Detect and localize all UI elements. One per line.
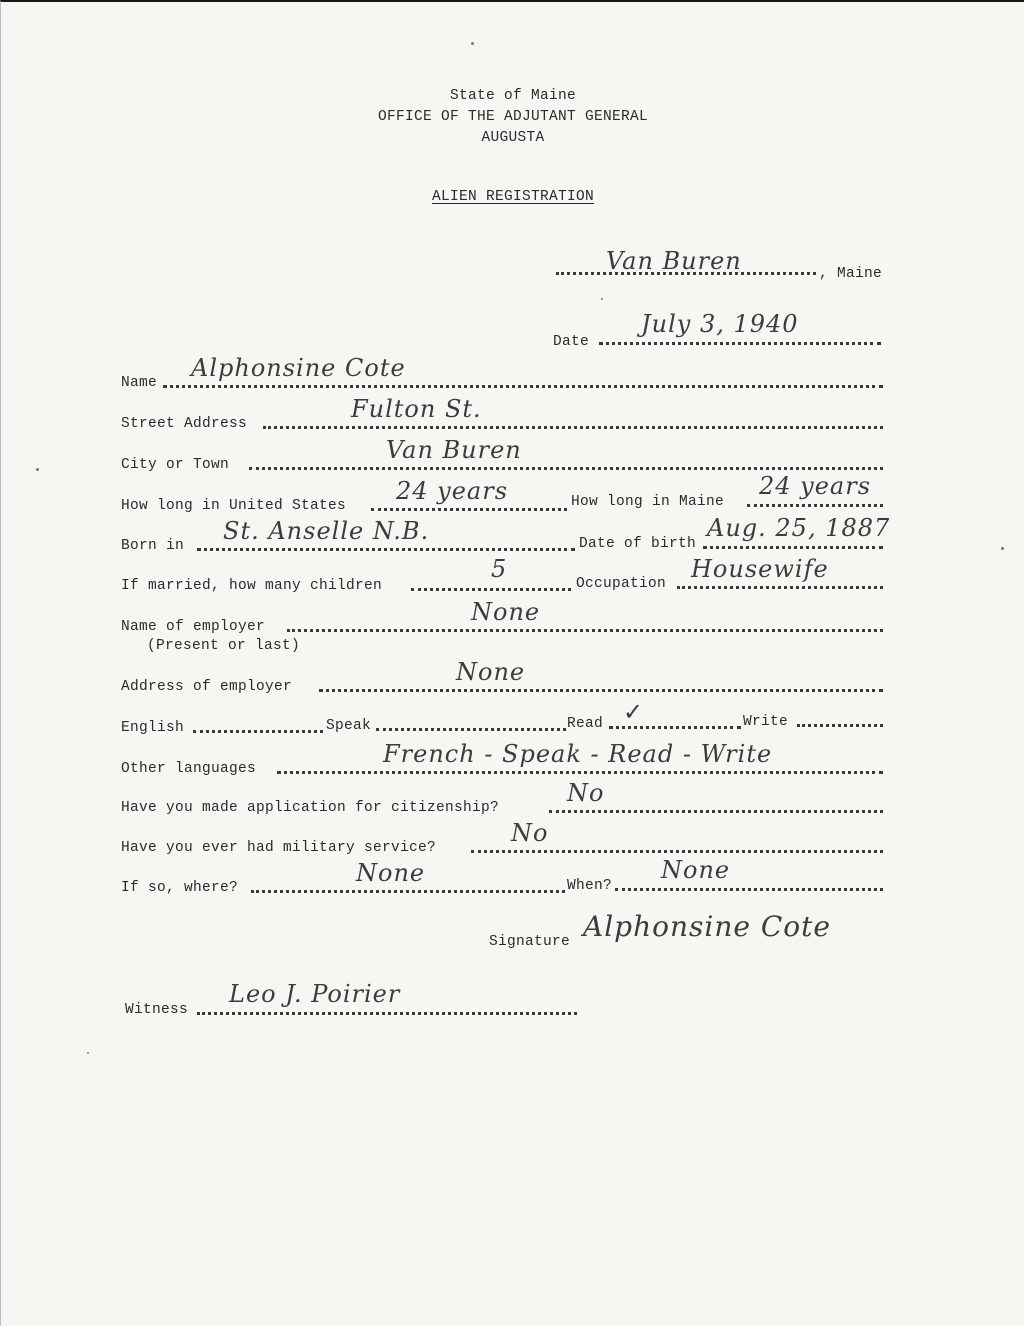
born-label: Born in xyxy=(121,538,185,554)
citizenship-dotted-line xyxy=(549,810,883,813)
name-handwritten: Alphonsine Cote xyxy=(191,354,406,382)
me-years-handwritten: 24 years xyxy=(759,472,872,500)
date-label: Date xyxy=(553,334,590,350)
signature-label: Signature xyxy=(489,934,571,950)
occupation-handwritten: Housewife xyxy=(691,555,829,583)
children-dotted-line xyxy=(411,588,571,591)
employer-address-handwritten: None xyxy=(456,658,526,686)
english-read-label: Read xyxy=(567,716,604,732)
employer-handwritten: None xyxy=(471,598,541,626)
occupation-label: Occupation xyxy=(576,576,667,592)
location-suffix: , Maine xyxy=(819,266,883,282)
employer-address-dotted-line xyxy=(319,689,883,692)
witness-dotted-line xyxy=(197,1012,577,1015)
us-years-dotted-line xyxy=(371,508,567,511)
english-write-dotted-line xyxy=(797,724,883,727)
form-title: ALIEN REGISTRATION xyxy=(431,189,595,205)
employer-sublabel: (Present or last) xyxy=(147,638,301,654)
employer-label: Name of employer xyxy=(121,619,266,635)
military-handwritten: No xyxy=(511,819,549,847)
me-years-label: How long in Maine xyxy=(571,494,725,510)
military-label: Have you ever had military service? xyxy=(121,840,437,856)
dob-label: Date of birth xyxy=(579,536,697,552)
street-handwritten: Fulton St. xyxy=(351,395,482,423)
english-read-checkmark: ✓ xyxy=(623,698,645,726)
english-speak-label: Speak xyxy=(326,718,372,734)
scan-speck xyxy=(471,42,474,45)
other-lang-handwritten: French - Speak - Read - Write xyxy=(383,740,773,768)
witness-label: Witness xyxy=(125,1002,189,1018)
occupation-dotted-line xyxy=(677,586,883,589)
scan-speck xyxy=(36,468,39,471)
where-label: If so, where? xyxy=(121,880,239,896)
children-handwritten: 5 xyxy=(491,555,508,583)
header-city: AUGUSTA xyxy=(481,130,545,146)
signature-handwritten: Alphonsine Cote xyxy=(583,910,831,943)
where-dotted-line xyxy=(251,890,565,893)
other-lang-label: Other languages xyxy=(121,761,257,777)
dob-dotted-line xyxy=(703,546,883,549)
children-label: If married, how many children xyxy=(121,578,383,594)
street-dotted-line xyxy=(263,426,883,429)
born-handwritten: St. Anselle N.B. xyxy=(223,517,430,545)
us-years-handwritten: 24 years xyxy=(396,477,509,505)
english-dotted-line xyxy=(193,730,323,733)
english-read-dotted-line xyxy=(609,726,741,729)
employer-address-label: Address of employer xyxy=(121,679,293,695)
city-dotted-line xyxy=(249,467,883,470)
employer-dotted-line xyxy=(287,629,883,632)
scan-speck xyxy=(601,298,603,300)
date-handwritten: July 3, 1940 xyxy=(641,310,799,338)
english-label: English xyxy=(121,720,185,736)
other-lang-dotted-line xyxy=(277,771,883,774)
dob-handwritten: Aug. 25, 1887 xyxy=(707,514,891,542)
city-label: City or Town xyxy=(121,457,230,473)
citizenship-label: Have you made application for citizenship? xyxy=(121,800,500,816)
military-dotted-line xyxy=(471,850,883,853)
born-dotted-line xyxy=(197,548,575,551)
citizenship-handwritten: No xyxy=(567,779,605,807)
when-label: When? xyxy=(567,878,613,894)
street-label: Street Address xyxy=(121,416,248,432)
me-years-dotted-line xyxy=(747,504,883,507)
where-handwritten: None xyxy=(356,859,426,887)
english-speak-dotted-line xyxy=(376,728,566,731)
header-state: State of Maine xyxy=(449,88,577,104)
when-dotted-line xyxy=(615,888,883,891)
witness-handwritten: Leo J. Poirier xyxy=(229,980,401,1008)
date-dotted-line xyxy=(599,342,881,345)
us-years-label: How long in United States xyxy=(121,498,347,514)
scan-speck xyxy=(1001,547,1004,550)
name-label: Name xyxy=(121,375,158,391)
location-handwritten: Van Buren xyxy=(606,247,742,275)
city-handwritten: Van Buren xyxy=(386,436,522,464)
english-write-label: Write xyxy=(743,714,789,730)
scan-speck xyxy=(87,1052,89,1054)
header-office: OFFICE OF THE ADJUTANT GENERAL xyxy=(377,109,649,125)
name-dotted-line xyxy=(163,385,883,388)
when-handwritten: None xyxy=(661,856,731,884)
